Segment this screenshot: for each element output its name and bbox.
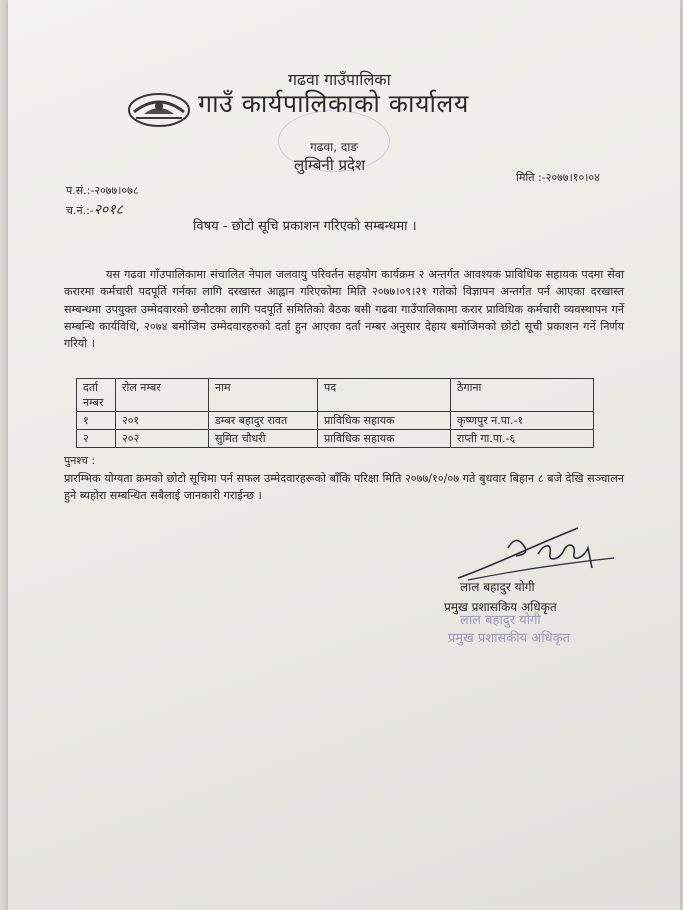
- col-name: नाम: [209, 379, 318, 412]
- municipality-name: गढवा गाउँपालिका: [288, 70, 391, 89]
- cell-post: प्राविधिक सहायक: [318, 430, 451, 448]
- letter-subject: विषय - छोटो सूचि प्रकाशन गरिएको सम्बन्धमा ।: [193, 219, 417, 234]
- cell-roll-no: २०२: [116, 430, 209, 448]
- letter-page: [8, 0, 680, 910]
- cell-post: प्राविधिक सहायक: [318, 412, 451, 430]
- table-row: [77, 412, 594, 430]
- col-registration-no: दर्ता नम्बर: [77, 379, 116, 412]
- signer-name: लाल बहादुर योगी: [460, 580, 535, 594]
- province-name: लुम्बिनी प्रदेश: [294, 156, 366, 174]
- nepal-emblem-icon: [126, 88, 192, 128]
- cell-roll-no: २०१: [116, 412, 209, 430]
- cell-address: राप्ती गा.पा.-६: [451, 430, 594, 448]
- dispatch-number-handwritten: २०१८: [93, 202, 123, 218]
- col-roll-no: रोल नम्बर: [116, 379, 209, 412]
- table-header-row: [77, 379, 594, 412]
- cell-registration-no: १: [77, 412, 116, 430]
- col-post: पद: [318, 379, 451, 412]
- dispatch-prefix: च.नं.:-: [66, 204, 94, 217]
- letter-date: मिति :-२०७७।१०।०४: [516, 171, 600, 184]
- cell-name: सुमित चौधरी: [209, 430, 318, 448]
- signer-title: प्रमुख प्रशासकिय अधिकृत: [444, 600, 557, 614]
- reference-number: प.सं.:-२०७७।०७८: [66, 184, 139, 197]
- office-name: गाउँ कार्यपालिकाको कार्यालय: [198, 89, 469, 118]
- district-name: गढवा, दाङ: [310, 140, 359, 154]
- table-row: [77, 430, 594, 448]
- cell-registration-no: २: [77, 430, 116, 448]
- stamp-signer-title: प्रमुख प्रशासकीय अधिकृत: [448, 631, 571, 646]
- col-address: ठेगाना: [451, 379, 594, 412]
- cell-address: कृष्णपुर न.पा.-१: [451, 412, 594, 430]
- stamp-signer-name: लाल बहादुर योगी: [460, 613, 541, 628]
- letter-body: यस गढवा गाँउपालिकामा संचालित नेपाल जलवायु परिवर्तन सहयोग कार्यक्रम २ अन्तर्गत आवश्यक प्राविधिक सहायक पदमा सेवा करारमा कर्मचारी पदपूर्ति गर्नका लागि दरखास्त आह्वान गरिएकोमा मिति २०७७।०९।२१ गतेको विज्ञापन अन्तर्गत पर्न आएका दरखास्त सम्बन्धमा उपयुक्त उम्मेदवारको छनौटका लागि पदपूर्ति समितिको बैठक बसी गढवा गाउँपालिकामा करार प्राविधिक कर्मचारी व्यवस्थापन गर्ने सम्बन्धि कार्यविधि, २०७४ बमोजिम उम्मेदवारहरुको दर्ता हुन आएका दर्ता नम्बर अनुसार देहाय बमोजिमको छोटो सूची प्रकाशन गर्ने निर्णय गरियो ।: [64, 268, 624, 351]
- postscript-label: पुनश्च :: [64, 454, 96, 467]
- dispatch-number: [66, 200, 123, 219]
- cell-name: डम्बर बहादुर रावत: [209, 412, 318, 430]
- postscript-text: प्रारम्भिक योग्यता क्रमको छोटो सूचिमा पर्न सफल उम्मेदवारहरूको बाँकि परिक्षा मिति २०७७/१०/०७ गते बुधवार बिहान ८ बजे देखि सञ्चालन हुने ब्यहोरा सम्बन्धित सबैलाई जानकारी गराईन्छ ।: [64, 472, 624, 502]
- shortlist-table: [76, 378, 594, 448]
